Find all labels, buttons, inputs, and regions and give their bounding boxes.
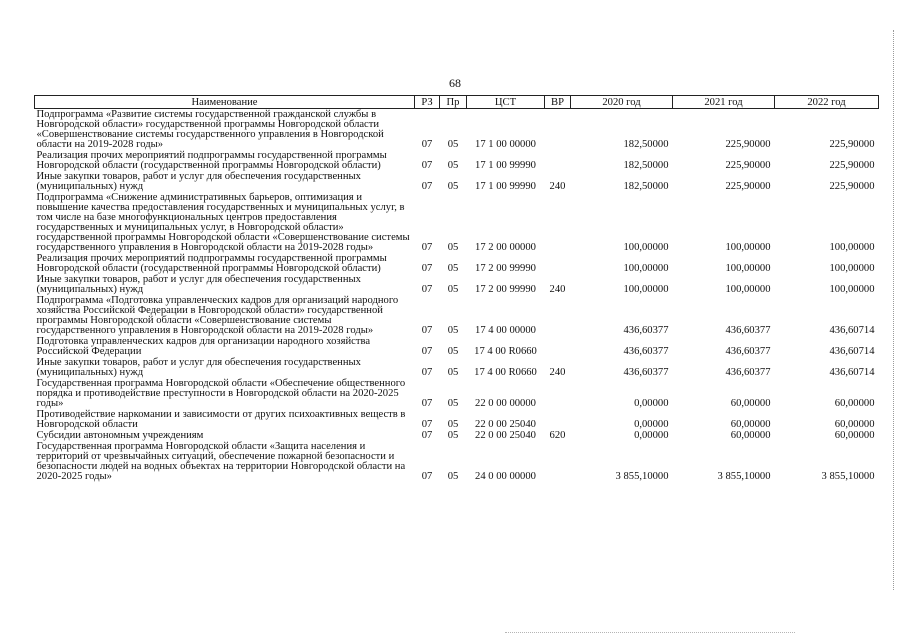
table-row	[35, 409, 879, 430]
row-rz: 07	[421, 398, 433, 409]
row-2022: 225,90000	[829, 139, 875, 150]
row-cst: 22 0 00 25040	[475, 430, 536, 441]
row-cst: 17 2 00 00000	[475, 242, 536, 253]
row-cst: 17 2 00 99990	[475, 284, 536, 295]
row-2021: 60,00000	[730, 419, 771, 430]
table-row	[35, 295, 879, 336]
budget-table	[34, 95, 879, 482]
row-pr: 05	[447, 242, 459, 253]
row-2022: 100,00000	[829, 284, 875, 295]
row-rz: 07	[421, 263, 433, 274]
row-vr	[545, 192, 571, 253]
row-name: Субсидии автономным учреждениям	[36, 430, 204, 441]
row-2022: 436,60714	[829, 346, 875, 357]
row-cst: 17 1 00 00000	[475, 139, 536, 150]
row-vr	[545, 441, 571, 482]
row-pr: 05	[447, 263, 459, 274]
row-name: Противодействие наркомании и зависимости от других психоактивных веществ в Новгородской области	[36, 409, 406, 430]
row-2020: 100,00000	[623, 242, 669, 253]
row-pr: 05	[447, 346, 459, 357]
row-cst: 17 1 00 99990	[475, 181, 536, 192]
row-2021: 100,00000	[725, 242, 771, 253]
row-2022: 100,00000	[829, 242, 875, 253]
row-2020: 3 855,10000	[615, 471, 669, 482]
row-vr	[545, 409, 571, 430]
scan-edge-right	[893, 30, 895, 590]
row-name: Иные закупки товаров, работ и услуг для обеспечения государственных (муниципальных) нужд	[36, 357, 361, 378]
row-2021: 225,90000	[725, 160, 771, 171]
row-name: Государственная программа Новгородской области «Защита населения и территорий от чрезвычайных ситуаций, обеспечение пожарной безопасности и безопасности людей на водных объектах на территории Новгородской области на 2020-2025 годы»	[36, 441, 406, 482]
row-name: Реализация прочих мероприятий подпрограммы государственной программы Новгородской области (государственной программы Новгородской области)	[36, 150, 387, 171]
row-2021: 100,00000	[725, 284, 771, 295]
table-row	[35, 150, 879, 171]
row-name: Подпрограмма «Развитие системы государственной гражданской службы в Новгородской области» государственной программы Новгородской области «Совершенствование системы государственного управления в Новгородской области на 2019-2028 годы»	[36, 109, 384, 150]
row-vr	[545, 109, 571, 151]
row-2020: 100,00000	[623, 284, 669, 295]
page-number: 68	[449, 76, 461, 90]
row-pr: 05	[447, 325, 459, 336]
table-row	[35, 253, 879, 274]
row-vr	[545, 253, 571, 274]
row-cst: 17 4 00 00000	[475, 325, 536, 336]
row-name: Реализация прочих мероприятий подпрограммы государственной программы Новгородской области (государственной программы Новгородской области)	[36, 253, 387, 274]
column-header-name: Наименование	[35, 96, 415, 109]
column-header-cst: ЦСТ	[467, 96, 545, 109]
row-2022: 225,90000	[829, 160, 875, 171]
column-header-vr: ВР	[545, 96, 571, 109]
row-2020: 182,50000	[623, 139, 669, 150]
row-2021: 225,90000	[725, 139, 771, 150]
row-2021: 436,60377	[725, 367, 771, 378]
row-rz: 07	[421, 430, 433, 441]
table-header-row	[35, 96, 879, 109]
row-vr: 240	[549, 367, 566, 378]
table-row	[35, 357, 879, 378]
row-vr	[545, 295, 571, 336]
row-2022: 60,00000	[834, 419, 875, 430]
row-2020: 0,00000	[634, 430, 669, 441]
table-row	[35, 192, 879, 253]
row-name: Иные закупки товаров, работ и услуг для обеспечения государственных (муниципальных) нужд	[36, 171, 361, 192]
table-row	[35, 378, 879, 409]
row-rz: 07	[421, 325, 433, 336]
row-2020: 182,50000	[623, 160, 669, 171]
row-vr: 240	[549, 181, 566, 192]
row-pr: 05	[447, 139, 459, 150]
column-header-2022: 2022 год	[775, 96, 879, 109]
row-2020: 436,60377	[623, 325, 669, 336]
row-vr	[545, 150, 571, 171]
row-2022: 60,00000	[834, 430, 875, 441]
row-2022: 436,60714	[829, 325, 875, 336]
row-rz: 07	[421, 284, 433, 295]
row-2020: 182,50000	[623, 181, 669, 192]
row-pr: 05	[447, 160, 459, 171]
row-2021: 436,60377	[725, 346, 771, 357]
row-2021: 100,00000	[725, 263, 771, 274]
table-row	[35, 441, 879, 482]
row-pr: 05	[447, 284, 459, 295]
row-2021: 225,90000	[725, 181, 771, 192]
row-name: Подпрограмма «Подготовка управленческих кадров для организаций народного хозяйства Российской Федерации в Новгородской области» государственной программы Новгородской области «Совершенствование системы государственного управления в Новгородской области на 2019-2028 годы»	[36, 295, 399, 336]
row-cst: 17 2 00 99990	[475, 263, 536, 274]
column-header-2021: 2021 год	[673, 96, 775, 109]
row-cst: 22 0 00 00000	[475, 398, 536, 409]
row-pr: 05	[447, 367, 459, 378]
row-2020: 100,00000	[623, 263, 669, 274]
row-pr: 05	[447, 430, 459, 441]
row-pr: 05	[447, 398, 459, 409]
row-pr: 05	[447, 419, 459, 430]
row-2020: 436,60377	[623, 346, 669, 357]
row-vr	[545, 336, 571, 357]
row-vr: 620	[549, 430, 566, 441]
row-2021: 436,60377	[725, 325, 771, 336]
row-name: Подпрограмма «Снижение административных барьеров, оптимизация и повышение качества предоставления государственных и муниципальных услуг, в том числе на базе многофункциональных центров предоставления государственных и муниципальных услуг, в Новгородской области» государственной программы Новгородской области «Совершенствование системы государственного управления в Новгородской области на 2019-2028 годы»	[36, 192, 410, 253]
column-header-rz: РЗ	[415, 96, 440, 109]
row-2022: 60,00000	[834, 398, 875, 409]
row-rz: 07	[421, 471, 433, 482]
table-row	[35, 171, 879, 192]
table-row	[35, 336, 879, 357]
row-2020: 436,60377	[623, 367, 669, 378]
row-rz: 07	[421, 346, 433, 357]
row-cst: 17 4 00 R0660	[474, 346, 537, 357]
row-name: Подготовка управленческих кадров для организации народного хозяйства Российской Федерации	[36, 336, 371, 357]
row-2022: 3 855,10000	[821, 471, 875, 482]
row-rz: 07	[421, 367, 433, 378]
row-name: Государственная программа Новгородской области «Обеспечение общественного порядка и противодействие преступности в Новгородской области на 2020-2025 годы»	[36, 378, 406, 409]
row-2021: 60,00000	[730, 398, 771, 409]
table-row	[35, 109, 879, 151]
row-2020: 0,00000	[634, 419, 669, 430]
row-cst: 17 4 00 R0660	[474, 367, 537, 378]
row-rz: 07	[421, 160, 433, 171]
table-row	[35, 430, 879, 441]
column-header-2020: 2020 год	[571, 96, 673, 109]
row-pr: 05	[447, 181, 459, 192]
row-vr: 240	[549, 284, 566, 295]
column-header-pr: Пр	[440, 96, 467, 109]
row-cst: 24 0 00 00000	[475, 471, 536, 482]
row-cst: 22 0 00 25040	[475, 419, 536, 430]
row-2022: 100,00000	[829, 263, 875, 274]
row-2022: 436,60714	[829, 367, 875, 378]
table-row	[35, 274, 879, 295]
row-2021: 60,00000	[730, 430, 771, 441]
row-rz: 07	[421, 419, 433, 430]
row-rz: 07	[421, 139, 433, 150]
row-2020: 0,00000	[634, 398, 669, 409]
row-rz: 07	[421, 181, 433, 192]
row-2021: 3 855,10000	[717, 471, 771, 482]
row-pr: 05	[447, 471, 459, 482]
scan-edge-bottom	[505, 632, 795, 633]
row-rz: 07	[421, 242, 433, 253]
row-cst: 17 1 00 99990	[475, 160, 536, 171]
row-name: Иные закупки товаров, работ и услуг для обеспечения государственных (муниципальных) нужд	[36, 274, 361, 295]
row-vr	[545, 378, 571, 409]
row-2022: 225,90000	[829, 181, 875, 192]
